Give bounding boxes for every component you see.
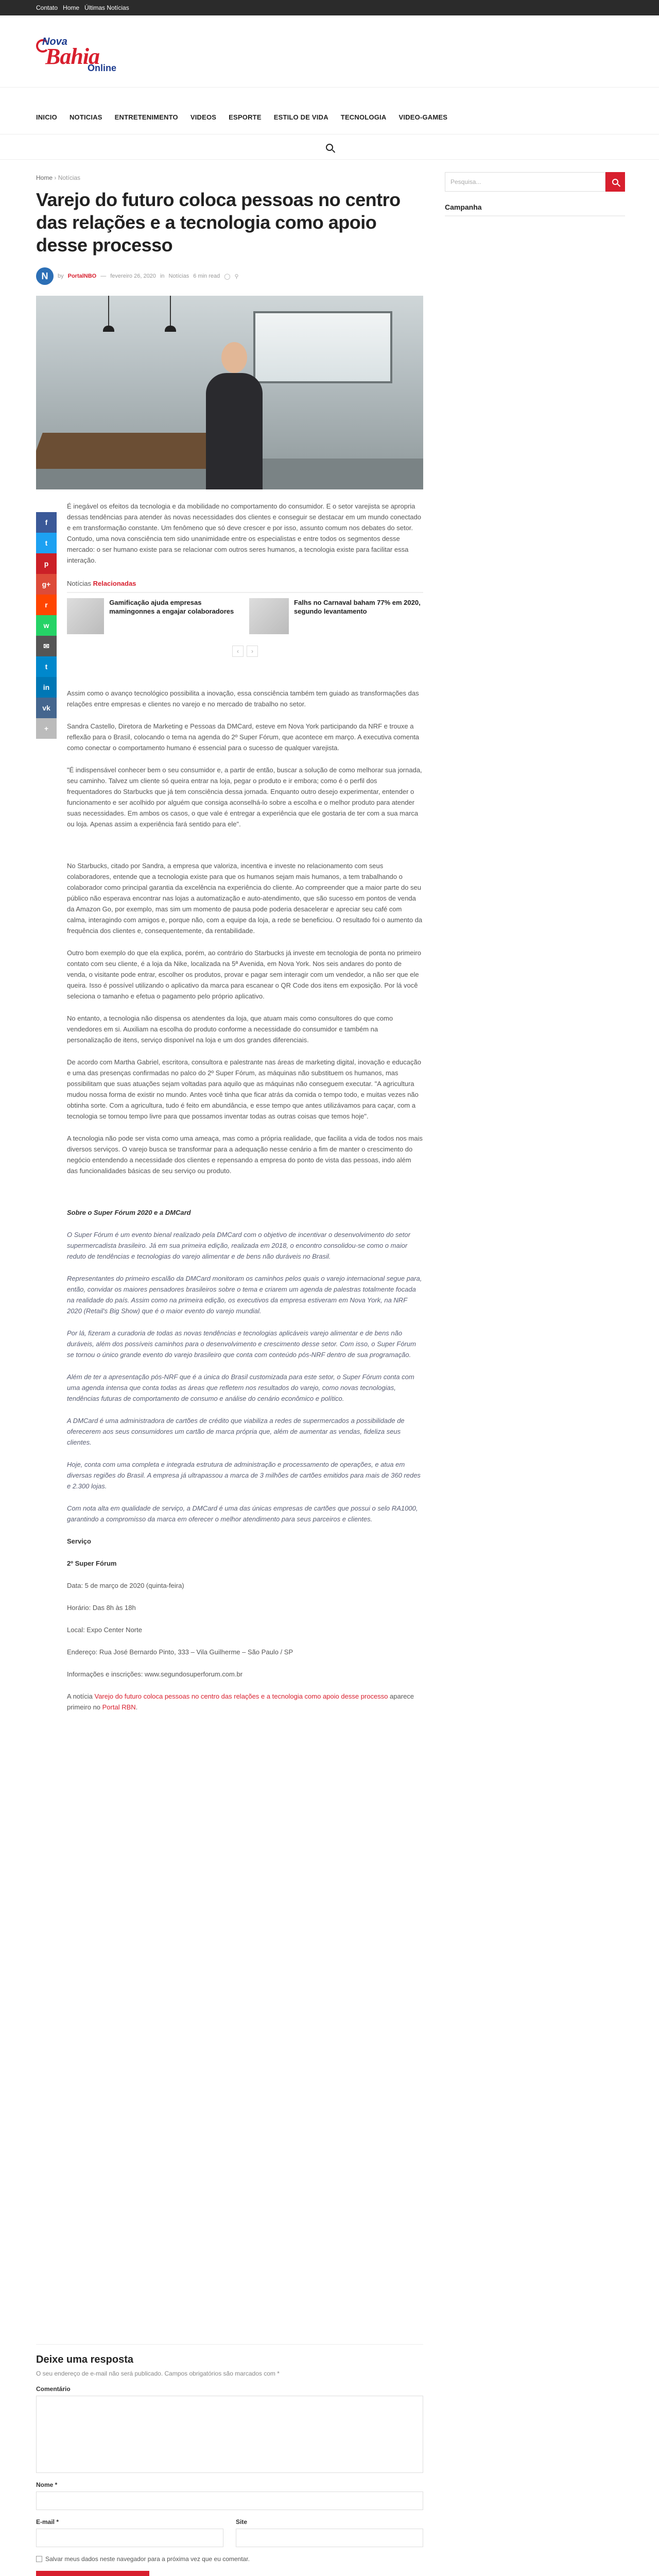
related-title[interactable]: Gamificação ajuda empresas mamingonnes a engajar colaboradores (109, 599, 234, 615)
about-paragraph: Por lá, fizeram a curadoria de todas as novas tendências e tecnologias aplicáveis varejo alimentar e de bens não duráveis, além dos possíveis caminhos para o desenvolvimento e crescimento desse setor. Com isso, o Super Fórum se tornou o único grande evento do varejo brasileiro que conta com conteúdo pós-NRF dentro de sua programação. (67, 1329, 416, 1359)
related-label: Notícias (67, 580, 91, 587)
main-column (36, 160, 423, 1713)
main-nav (0, 88, 659, 160)
content-wrap (0, 160, 659, 2488)
linkedin-share-icon[interactable]: in (36, 677, 57, 698)
email-share-icon[interactable]: ✉ (36, 636, 57, 656)
save-data-checkbox[interactable] (36, 2556, 42, 2562)
email-group (36, 2510, 223, 2547)
article-title: Varejo do futuro coloca pessoas no centro das relações e a tecnologia como apoio desse processo (36, 189, 401, 256)
featured-image (36, 296, 423, 489)
topbar-link-contato[interactable]: Contato (36, 4, 58, 11)
article-text (67, 501, 423, 1713)
meta-in: in (160, 273, 165, 279)
comment-label: Comentário (36, 2385, 71, 2393)
article-body (36, 501, 423, 1713)
article-date: fevereiro 26, 2020 (110, 273, 156, 279)
avatar[interactable]: N (36, 267, 54, 285)
comments-title: Deixe uma resposta (36, 2344, 423, 2366)
breadcrumb-home[interactable]: Home (36, 174, 53, 181)
closing-paragraph (67, 1691, 423, 1713)
closing-suffix: . (135, 1703, 138, 1711)
about-heading: Sobre o Super Fórum 2020 e a DMCard (67, 1209, 191, 1216)
article-paragraph: No Starbucks, citado por Sandra, a empresa que valoriza, incentiva e investe no relacionamento com seus colaboradores, entende que a tecnologia existe para que os humanos sejam mais humanos, a tem trabalhando o colaborador como principal garantia da excelência na experiência do cliente. Ao compreender que a maior parte do seu público não esperava encontrar nas lojas a automatização e auto-atendimento, que são sucesso em pontos de venda da Amazon Go, por exemplo, mas sim um momento de pausa pode poderia desacelerar e apreciar seu café com calma, interagindo com amigos e, porque não, com a equipe da loja, a rede se beneficiou. O resultado foi o aumento da frequência dos clientes e, consequentemente, da rentabilidade. (67, 862, 423, 935)
related-item[interactable] (67, 598, 241, 634)
article-paragraph: "É indispensável conhecer bem o seu consumidor e, a partir de então, buscar a solução de como melhorar sua jornada, seu caminho. Talvez um cliente só queira entrar na loja, pegar o produto e ir embora; como é o perfil dos frequentadores do Starbucks que já tem consciência dessa jornada. Enquanto outro desejo experimentar, entender o funcionamento e ser acolhido por alguém que consiga aconselhá-lo sobre a escolha e o melhor produto para atender suas necessidades. Em ambos os casos, o que vale é entregar a experiência que ele gostaria de ter com a sua marca ou loja. Apenas assim a experiência fará sentido para ele". (67, 766, 422, 828)
site-label: Site (236, 2518, 248, 2526)
logo-line1: Nova (42, 36, 67, 47)
nav-item-estilo-de-vida[interactable]: ESTILO DE VIDA (273, 113, 328, 121)
sidebar (445, 160, 625, 216)
about-paragraph: Além de ter a apresentação pós-NRF que é a única do Brasil customizada para este setor, o Super Fórum conta com uma agenda intensa que conta todas as áreas que refletem nos resultados do varejo, como novas tecnologias, tendências futuras de comportamento de consumo e análise do cenário econômico e político. (67, 1373, 414, 1402)
service-line: Local: Expo Center Norte (67, 1626, 142, 1634)
nav-item-inicio[interactable]: INICIO (36, 113, 57, 121)
service-line[interactable]: Informações e inscrições: www.segundosuperforum.com.br (67, 1670, 243, 1678)
article-category[interactable]: Notícias (168, 273, 189, 279)
submit-comment-button[interactable] (36, 2571, 149, 2576)
googleplus-share-icon[interactable]: g+ (36, 574, 57, 595)
closing-article-link[interactable]: Varejo do futuro coloca pessoas no centro das relações e a tecnologia como apoio desse processo (94, 1692, 388, 1700)
breadcrumb (36, 174, 423, 181)
article-paragraph: Assim como o avanço tecnológico possibilita a inovação, essa consciência também tem guiado as transformações das relações entre empresas e clientes no varejo e no mercado de trabalho no setor. (67, 689, 419, 708)
closing-middle: aparece primeiro no (67, 1692, 414, 1711)
save-data-label: Salvar meus dados neste navegador para a próxima vez que eu comentar. (45, 2555, 250, 2563)
event-heading: 2º Super Fórum (67, 1560, 117, 1567)
closing-prefix: A notícia (67, 1692, 95, 1700)
email-site-row (36, 2510, 423, 2547)
hero-person (201, 342, 268, 489)
related-label-highlight: Relacionadas (93, 580, 136, 587)
article-paragraph: No entanto, a tecnologia não dispensa os atendentes da loja, que atuam mais como consultores do que como vendedores em si. Auxiliam na escolha do produto conforme a necessidade do consumidor e também na personalização de itens, serviço disponível na loja e um dos grandes diferenciais. (67, 1014, 393, 1044)
more-share-icon[interactable]: + (36, 718, 57, 739)
service-line: Horário: Das 8h às 18h (67, 1604, 136, 1612)
article-paragraph: De acordo com Martha Gabriel, escritora, consultora e palestrante nas áreas de marketing digital, inovação e educação e uma das presenças confirmadas no palco do 2º Super Fórum, as máquinas não substituem os humanos, mas possibilitam que suas atuações sejam voltadas para aquilo que as máquinas não conseguem executar. "A agricultura mudou nossa forma de existir no mundo. Antes você tinha que ficar atrás da comida o tempo todo, e muitas vezes não obtinha sorte. Com a agricultura, tudo é feito em abundância, e esse tempo que antes utilizávamos para caçar, com a tecnologia se tornou tempo livre para que possamos inventar todas as outras coisas que temos hoje". (67, 1058, 421, 1120)
prev-page-button[interactable]: ‹ (232, 646, 244, 657)
site-logo[interactable] (36, 36, 117, 73)
service-heading: Serviço (67, 1537, 91, 1545)
about-paragraph: Hoje, conta com uma completa e integrada estrutura de administração e processamento de operações, e atua em diversas regiões do Brasil. A empresa já ultrapassou a marca de 3 milhões de cartões emitidos para mais de 360 redes e 2.300 lojas. (67, 1461, 421, 1490)
location-icon[interactable]: ⚲ (234, 273, 239, 280)
related-list (67, 598, 423, 634)
related-thumbnail[interactable] (67, 598, 104, 634)
name-label: Nome * (36, 2481, 58, 2488)
nav-menu (36, 113, 447, 121)
about-paragraph: Com nota alta em qualidade de serviço, a DMCard é uma das únicas empresas de cartões que possui o selo RA1000, garantindo a compromisso da marca em oferecer o melhor atendimento para seus parceiros e clientes. (67, 1504, 418, 1523)
whatsapp-share-icon[interactable]: w (36, 615, 57, 636)
about-paragraph: A DMCard é uma administradora de cartões de crédito que viabiliza a redes de supermercados a possibilidade de oferecerem aos seus consumidores um cartão de marca própria que, além de aumentar as vendas, fideliza seus clientes. (67, 1417, 405, 1446)
sidebar-search (445, 172, 625, 192)
sidebar-search-input[interactable]: Pesquisa... (445, 172, 605, 192)
next-page-button[interactable]: › (247, 646, 258, 657)
related-pager (67, 646, 423, 657)
read-time: 6 min read (193, 273, 220, 279)
author-link[interactable]: PortalNBO (67, 273, 97, 279)
search-icon[interactable] (326, 144, 333, 151)
nav-item-video-games[interactable]: VIDEO-GAMES (398, 113, 448, 121)
breadcrumb-sep: › (54, 174, 57, 181)
hero-window (253, 311, 392, 383)
topbar-link-home[interactable]: Home (63, 4, 80, 11)
site-group (236, 2510, 423, 2547)
vk-share-icon[interactable]: vk (36, 698, 57, 718)
article-paragraph: Outro bom exemplo do que ela explica, porém, ao contrário do Starbucks já investe em tecnologia de ponta no primeiro contato com seu cliente, é a loja da Nike, localizada na 5ª Avenida, em Nova York. Nos seis andares do ponto de venda, o visitante pode entrar, escolher os produtos, provar e pagar sem interagir com um vendedor, a não ser que ele queira. Isso é possível utilizando o aplicativo da marca para escanear o QR Code dos itens em exposição. Por lá você seleciona o tamanho e efetua o pagamento pelo próprio aplicativo. (67, 949, 421, 1000)
twitter-share-icon[interactable]: t (36, 533, 57, 553)
meta-by: by (58, 273, 64, 279)
sidebar-search-button[interactable] (605, 172, 625, 192)
name-field[interactable] (36, 2492, 423, 2510)
about-paragraph: Representantes do primeiro escalão da DMCard monitoram os caminhos pelos quais o varejo internacional segue para, então, convidar os maiores pensadores brasileiros sobre o tema e criarem um agenda de palestras totalmente focada na realidade do país. Assim como na primeira edição, os executivos da empresa estiveram em Nova York, na NRF 2020 (Retail's Big Show) que é o maior evento do varejo mundial. (67, 1275, 422, 1315)
comment-icon[interactable]: ◯ (224, 273, 231, 280)
email-field[interactable] (36, 2529, 223, 2547)
email-label: E-mail * (36, 2518, 59, 2526)
service-line: Endereço: Rua José Bernardo Pinto, 333 – Vila Guilherme – São Paulo / SP (67, 1648, 293, 1656)
nav-item-noticias[interactable]: NOTICIAS (69, 113, 102, 121)
related-item[interactable] (249, 598, 423, 634)
top-bar (0, 0, 659, 15)
comments-note: O seu endereço de e-mail não será publicado. Campos obrigatórios são marcados com * (36, 2370, 280, 2377)
article-paragraph: É inegável os efeitos da tecnologia e da mobilidade no comportamento do consumidor. E o setor varejista se apropria dessas tendências para atender às novas necessidades dos clientes e conseguir se destacar em um mundo conectado e em transformação constante. Um fenômeno que só deve crescer e por isso, assunto comum nos debates do setor. Contudo, uma nova consciência tem sido unanimidade entre os especialistas e entre todos os segmentos desse mercado: o ser humano existe para se relacionar com outros seres humanos, a tecnologia existe para facilitar essa interação. (67, 502, 421, 564)
sidebar-widget-title: Campanha (445, 203, 625, 216)
related-posts (67, 578, 423, 657)
share-bar (36, 512, 57, 739)
hero-lamp (170, 296, 171, 327)
related-thumbnail[interactable] (249, 598, 289, 634)
hero-lamp (108, 296, 109, 327)
hero-person-head (221, 342, 247, 373)
meta-sep: — (100, 273, 107, 279)
nav-item-videos[interactable]: VIDEOS (190, 113, 217, 121)
breadcrumb-current[interactable]: Notícias (58, 174, 81, 181)
comments-section (36, 2344, 423, 2576)
closing-source-link[interactable]: Portal RBN (102, 1703, 136, 1711)
hero-person-body (206, 373, 263, 489)
save-data-row (36, 2555, 423, 2563)
nav-item-entretenimento[interactable]: ENTRETENIMENTO (114, 113, 178, 121)
nav-search-row (0, 134, 659, 160)
comment-textarea[interactable] (36, 2396, 423, 2473)
article-paragraph: Sandra Castello, Diretora de Marketing e Pessoas da DMCard, esteve em Nova York participando da NRF e trouxe a reflexão para o Brasil, colocando o tema na agenda do 2º Super Fórum, que acontece em março. A executiva comenta como conectar o comportamento humano é essencial para o sucesso de qualquer varejista. (67, 722, 420, 752)
topbar-link-ultimas[interactable]: Últimas Notícias (84, 4, 129, 11)
related-title[interactable]: Falhs no Carnaval baham 77% em 2020, segundo levantamento (294, 599, 421, 615)
article-meta (36, 266, 423, 286)
pinterest-share-icon[interactable]: p (36, 553, 57, 574)
logo-line3: Online (88, 63, 117, 73)
telegram-share-icon[interactable]: t (36, 656, 57, 677)
logo-line2: Bahia (45, 44, 100, 69)
service-line: Data: 5 de março de 2020 (quinta-feira) (67, 1582, 184, 1589)
site-field[interactable] (236, 2529, 423, 2547)
nav-item-tecnologia[interactable]: TECNOLOGIA (340, 113, 387, 121)
nav-item-esporte[interactable]: ESPORTE (229, 113, 262, 121)
site-header (0, 15, 659, 88)
facebook-share-icon[interactable]: f (36, 512, 57, 533)
reddit-share-icon[interactable]: r (36, 595, 57, 615)
article-paragraph: A tecnologia não pode ser vista como uma ameaça, mas como a própria realidade, que facilita a vida de todos nos mais diversos serviços. O varejo busca se transformar para a adequação nesse cenário a fim de manter o crescimento do negócio entendendo a necessidade dos clientes e repensando a empresa do ponto de vista das pessoas, indo além das funcionalidades básicas de seu serviço ou produto. (67, 1134, 423, 1175)
related-heading (67, 578, 423, 593)
search-icon (612, 179, 618, 185)
about-paragraph: O Super Fórum é um evento bienal realizado pela DMCard com o objetivo de incentivar o desenvolvimento do setor supermercadista brasileiro. Já em sua primeira edição, realizada em 2018, o encontro consolidou-se como o maior reduto de tendências e tecnologias do varejo alimentar e de bens não duráveis no Brasil. (67, 1231, 410, 1260)
